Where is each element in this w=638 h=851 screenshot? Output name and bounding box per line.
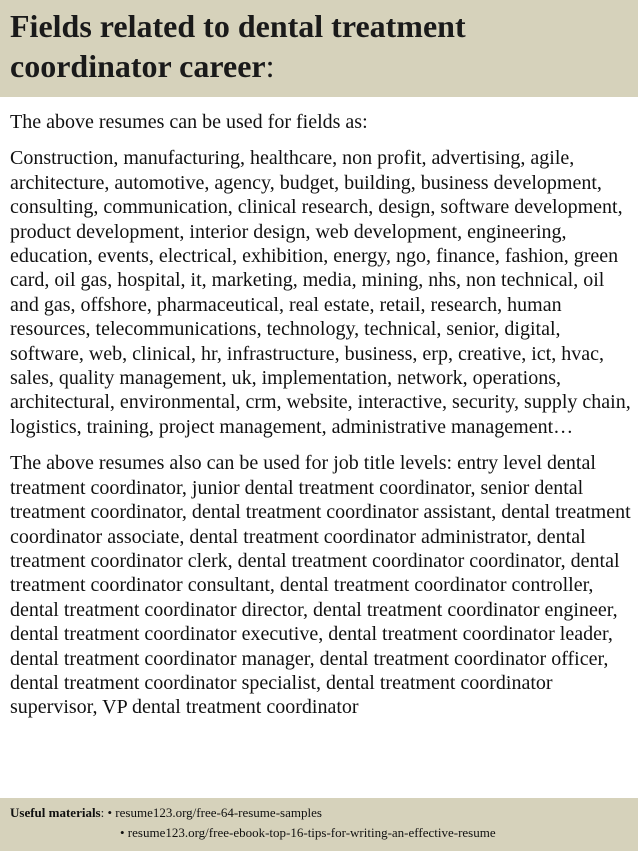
footer-label: Useful materials (10, 805, 101, 820)
page-title (10, 6, 630, 86)
footer-row-2 (10, 823, 635, 843)
page-title-text: Fields related to dental treatment coordinator career (10, 8, 466, 84)
footer-row-1 (10, 803, 635, 823)
footer-separator: : (100, 805, 108, 820)
intro-text: The above resumes can be used for fields as: (10, 111, 368, 133)
footer (10, 803, 635, 843)
page-title-colon: : (265, 48, 275, 84)
footer-link-2[interactable]: • resume123.org/free-ebook-top-16-tips-for-writing-an-effective-resume (120, 825, 496, 840)
footer-link-1[interactable]: • resume123.org/free-64-resume-samples (107, 805, 322, 820)
fields-list: Construction, manufacturing, healthcare, non profit, advertising, agile, architecture, automotive, agency, budget, building, business development, consulting, communication, clinical research, design, software development, product development, interior design, web development, engineering, education, events, electrical, exhibition, energy, ngo, finance, fashion, green card, oil gas, hospital, it, marketing, media, mining, nhs, non technical, oil and gas, offshore, pharmaceutical, real estate, retail, research, human resources, telecommunications, technology, technical, senior, digital, software, web, clinical, hr, infrastructure, business, erp, creative, ict, hvac, sales, quality management, uk, implementation, network, operations, architectural, environmental, crm, website, interactive, security, supply chain, logistics, training, project management, administrative management… (10, 147, 631, 438)
main-content (10, 110, 635, 796)
job-levels-list: The above resumes also can be used for job title levels: entry level dental treatment coordinator, junior dental treatment coordinator, senior dental treatment coordinator, dental treatment coordinator assistant, dental treatment coordinator associate, dental treatment coordinator administrator, dental treatment coordinator clerk, dental treatment coordinator coordinator, dental treatment coordinator consultant, dental treatment coordinator controller, dental treatment coordinator director, dental treatment coordinator engineer, dental treatment coordinator executive, dental treatment coordinator leader, dental treatment coordinator manager, dental treatment coordinator officer, dental treatment coordinator specialist, dental treatment coordinator supervisor, VP dental treatment coordinator (10, 452, 631, 719)
